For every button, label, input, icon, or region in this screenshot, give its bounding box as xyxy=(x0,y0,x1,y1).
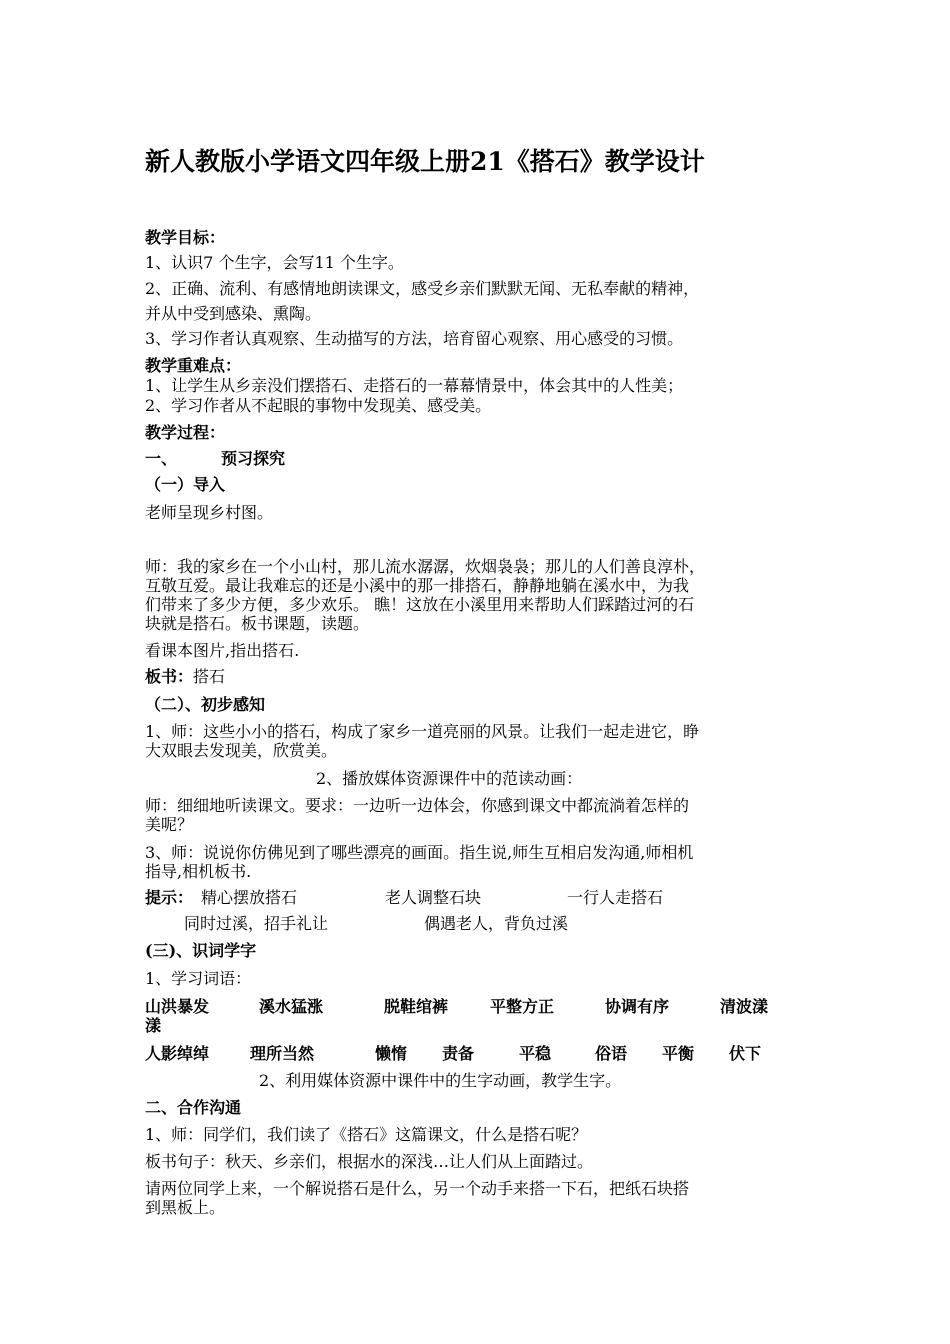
hint-item: 偶遇老人，背负过溪 xyxy=(424,914,569,933)
key-point-line: 1、让学生从乡亲没们摆搭石、走搭石的一幕幕情景中，体会其中的人性美； xyxy=(145,376,684,395)
paragraph-line: 们带来了多少方便，多少欢乐。 瞧！这放在小溪里用来帮助人们踩踏过河的石 xyxy=(145,595,695,614)
section1-heading: （一）导入 xyxy=(145,475,226,494)
part1-label: 预习探究 xyxy=(221,449,286,468)
vocab-word-wrap: 漾 xyxy=(145,1016,162,1035)
vocab-word: 懒惰 xyxy=(375,1044,408,1063)
paragraph-line: 块就是搭石。板书课题，读题。 xyxy=(145,614,370,633)
vocab-word: 理所当然 xyxy=(250,1044,315,1063)
vocab-word: 责备 xyxy=(442,1044,475,1063)
vocab-word: 平整方正 xyxy=(490,997,555,1016)
goal-line: 1、认识7 个生字，会写11 个生字。 xyxy=(145,253,404,272)
hint-item: 同时过溪，招手礼让 xyxy=(184,914,329,933)
hint-label: 提示： xyxy=(145,888,194,907)
vocab-word: 协调有序 xyxy=(605,997,670,1016)
part1-heading xyxy=(145,450,285,468)
paragraph-line: 1、师：这些小小的搭石，构成了家乡一道亮丽的风景。让我们一起走进它，睁 xyxy=(145,722,700,741)
hint-item: 精心摆放搭石 xyxy=(201,888,298,907)
vocab-word: 俗语 xyxy=(595,1044,628,1063)
paragraph-line: 师：细细地听读课文。要求：一边听一边体会，你感到课文中都流淌着怎样的 xyxy=(145,796,690,815)
part2-heading: 二、合作沟通 xyxy=(145,1098,242,1117)
hint-item: 一行人走搭石 xyxy=(567,888,664,907)
key-point-line: 2、学习作者从不起眼的事物中发现美、感受美。 xyxy=(145,396,492,415)
vocab-word: 平稳 xyxy=(519,1044,552,1063)
goal-line: 并从中受到感染、熏陶。 xyxy=(145,304,322,323)
vocab-word: 脱鞋绾裤 xyxy=(384,997,449,1016)
paragraph: 板书句子：秋天、乡亲们，根据水的深浅…让人们从上面踏过。 xyxy=(145,1152,594,1171)
paragraph: 1、学习词语： xyxy=(145,969,252,988)
paragraph: 2、播放媒体资源课件中的范读动画： xyxy=(316,769,583,788)
paragraph: 2、利用媒体资源中课件中的生字动画，教学生字。 xyxy=(259,1071,622,1090)
board-text: 搭石 xyxy=(193,667,226,686)
goal-line: 3、学习作者认真观察、生动描写的方法，培育留心观察、用心感受的习惯。 xyxy=(145,329,684,348)
process-heading: 教学过程： xyxy=(145,423,226,442)
key-points-heading: 教学重难点： xyxy=(145,356,242,375)
paragraph: 老师呈现乡村图。 xyxy=(145,503,274,522)
section3-heading: (三)、识词学字 xyxy=(145,941,257,960)
paragraph-line: 3、师：说说你仿佛见到了哪些漂亮的画面。指生说,师生互相启发沟通,师相机 xyxy=(145,843,694,862)
page-title: 新人教版小学语文四年级上册21《搭石》教学设计 xyxy=(145,147,705,176)
paragraph-line: 到黑板上。 xyxy=(145,1198,226,1217)
vocab-word: 平衡 xyxy=(662,1044,695,1063)
paragraph: 看课本图片,指出搭石. xyxy=(145,641,300,660)
part1-number: 一、 xyxy=(145,449,178,468)
vocab-word: 山洪暴发 xyxy=(145,997,210,1016)
paragraph-line: 大双眼去发现美，欣赏美。 xyxy=(145,741,338,760)
paragraph: 1、师：同学们，我们读了《搭石》这篇课文，什么是搭石呢？ xyxy=(145,1125,588,1144)
board-note xyxy=(145,668,225,686)
paragraph-line: 指导,相机板书. xyxy=(145,862,252,881)
paragraph-line: 师：我的家乡在一个小山村，那儿流水潺潺，炊烟袅袅；那儿的人们善良淳朴， xyxy=(145,557,706,576)
vocab-word: 清波漾 xyxy=(720,997,769,1016)
goal-line: 2、正确、流利、有感情地朗读课文，感受乡亲们默默无闻、无私奉献的精神， xyxy=(145,279,700,298)
vocab-word: 伏下 xyxy=(729,1044,762,1063)
goals-heading: 教学目标： xyxy=(145,228,226,247)
board-label: 板书： xyxy=(145,667,194,686)
vocab-word: 人影绰绰 xyxy=(145,1044,210,1063)
section2-heading: （二）、初步感知 xyxy=(145,695,266,714)
paragraph-line: 美呢？ xyxy=(145,815,194,834)
paragraph-line: 请两位同学上来，一个解说搭石是什么，另一个动手来搭一下石，把纸石块搭 xyxy=(145,1179,690,1198)
paragraph-line: 互敬互爱。最让我难忘的还是小溪中的那一排搭石，静静地躺在溪水中，为我 xyxy=(145,576,690,595)
vocab-word: 溪水猛涨 xyxy=(259,997,324,1016)
hint-item: 老人调整石块 xyxy=(385,888,482,907)
